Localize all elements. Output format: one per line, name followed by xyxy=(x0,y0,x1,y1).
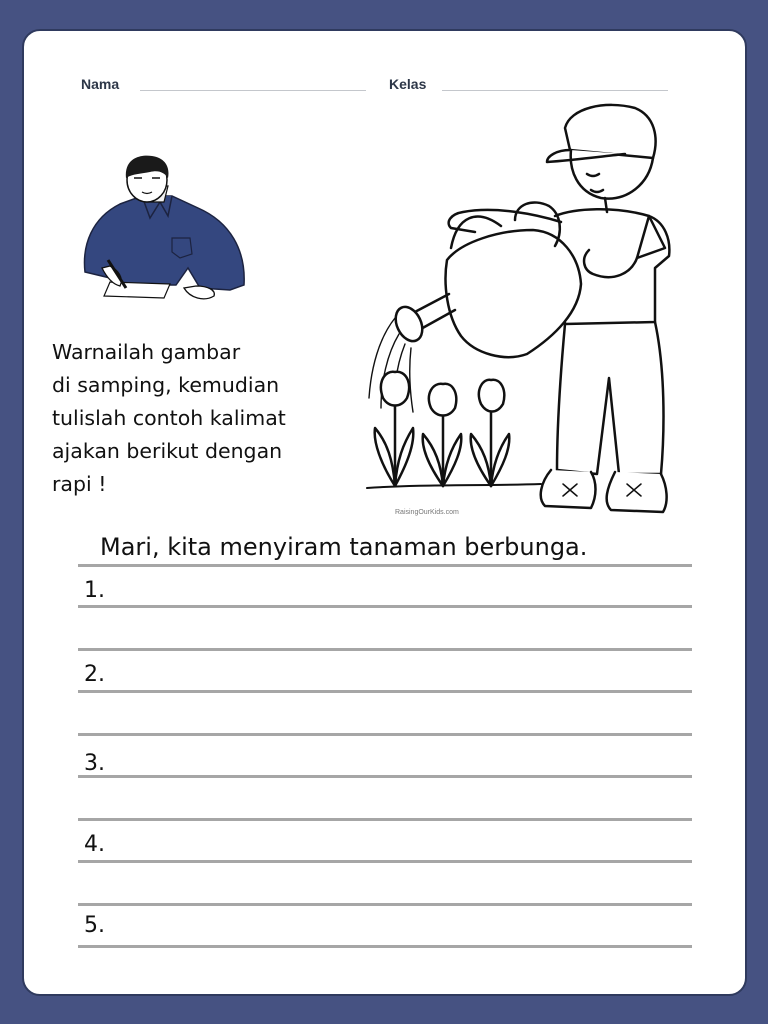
example-sentence: Mari, kita menyiram tanaman berbunga. xyxy=(100,533,588,561)
boy-watering-flowers-illustration xyxy=(365,98,685,518)
instruction-line: di samping, kemudian xyxy=(52,373,280,397)
answer-line-2[interactable] xyxy=(78,690,692,693)
instruction-line: rapi ! xyxy=(52,472,107,496)
instruction-line: Warnailah gambar xyxy=(52,340,241,364)
answer-line-5[interactable] xyxy=(78,945,692,948)
writing-rule xyxy=(78,648,692,651)
answer-number-4: 4. xyxy=(84,832,105,857)
writing-rule xyxy=(78,818,692,821)
writing-rule xyxy=(78,903,692,906)
answer-line-3[interactable] xyxy=(78,775,692,778)
answer-number-5: 5. xyxy=(84,913,105,938)
writing-rule xyxy=(78,733,692,736)
man-writing-illustration xyxy=(80,150,250,310)
name-label: Nama xyxy=(81,76,120,92)
answer-number-3: 3. xyxy=(84,751,105,776)
class-field-line[interactable] xyxy=(442,90,668,91)
class-label: Kelas xyxy=(389,76,427,92)
instruction-line: ajakan berikut dengan xyxy=(52,439,283,463)
answer-number-2: 2. xyxy=(84,662,105,687)
writing-rule xyxy=(78,564,692,567)
answer-number-1: 1. xyxy=(84,578,105,603)
image-credit: RaisingOurKids.com xyxy=(395,509,459,516)
answer-line-4[interactable] xyxy=(78,860,692,863)
answer-line-1[interactable] xyxy=(78,605,692,608)
instruction-text xyxy=(52,336,352,501)
name-field-line[interactable] xyxy=(140,90,366,91)
instruction-line: tulislah contoh kalimat xyxy=(52,406,286,430)
